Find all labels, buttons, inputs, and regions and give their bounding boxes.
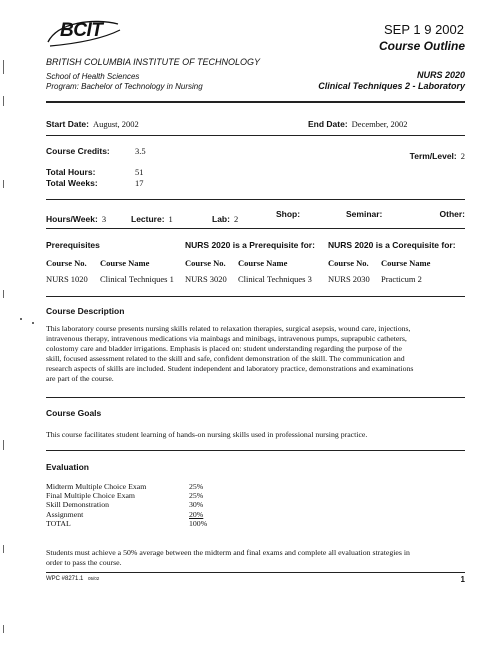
- description-heading: Course Description: [46, 306, 125, 316]
- evaluation-item-pct: 20%: [189, 509, 204, 519]
- evaluation-heading: Evaluation: [46, 462, 89, 472]
- footer-doc-info: [46, 576, 99, 582]
- evaluation-item-name: TOTAL: [46, 518, 71, 528]
- description-line: research aspects of skills are included. Student independent and laboratory practice, demonstrations and examinations: [46, 364, 414, 373]
- lab-label: Lab:: [212, 214, 230, 224]
- coreq-course-name: Practicum 2: [381, 274, 422, 284]
- col-course-name: Course Name: [238, 258, 288, 268]
- term-level: [410, 146, 465, 164]
- evaluation-names: [46, 482, 146, 528]
- goals-heading: Course Goals: [46, 408, 102, 418]
- logo: [44, 16, 126, 48]
- total-weeks-label: Total Weeks:: [46, 178, 98, 188]
- prereq-course-name: Clinical Techniques 1: [100, 274, 174, 284]
- course-title: Clinical Techniques 2 - Laboratory: [318, 81, 465, 91]
- divider: [46, 199, 465, 200]
- corequisite-for-heading: NURS 2020 is a Corequisite for:: [328, 240, 456, 250]
- description-line: colostomy care and bladder irrigations. Emphasis is placed on: student understanding regarding the purpose of the: [46, 344, 402, 353]
- course-credits-label: Course Credits:: [46, 146, 110, 156]
- end-date-value: December, 2002: [351, 119, 408, 129]
- end-date: [308, 114, 408, 132]
- lecture-label: Lecture:: [131, 214, 165, 224]
- footer-doc-date: 05/02: [88, 576, 100, 581]
- evaluation-item-name: Midterm Multiple Choice Exam: [46, 482, 147, 491]
- shop-label: Shop:: [276, 209, 301, 219]
- prerequisite-for-heading: NURS 2020 is a Prerequisite for:: [185, 240, 315, 250]
- coreq-course-no: NURS 2030: [328, 274, 370, 284]
- total-hours-label: Total Hours:: [46, 167, 96, 177]
- divider: [46, 101, 465, 103]
- evaluation-item-pct: 100%: [189, 518, 208, 528]
- end-date-label: End Date:: [308, 119, 348, 129]
- evaluation-item-name: Assignment: [46, 509, 84, 519]
- evaluation-note-line: Students must achieve a 50% average between the midterm and final exams and complete all evaluation strategies in: [46, 548, 410, 557]
- start-date: [46, 114, 139, 132]
- description-line: This laboratory course presents nursing skills related to relaxation therapies, surgical asepsis, wound care, injections,: [46, 324, 411, 333]
- goals-text: This course facilitates student learning of hands-on nursing skills used in professional nursing practice.: [46, 430, 368, 439]
- term-level-label: Term/Level:: [409, 151, 457, 161]
- date-stamp: SEP 1 9 2002: [384, 22, 464, 37]
- prereq-for-course-no: NURS 3020: [185, 274, 227, 284]
- course-credits-value: 3.5: [135, 146, 146, 156]
- page-number: 1: [460, 575, 465, 584]
- doc-type: Course Outline: [378, 39, 465, 53]
- col-course-name: Course Name: [381, 258, 431, 268]
- school-name: School of Health Sciences: [46, 72, 140, 81]
- evaluation-note: [46, 548, 410, 568]
- divider: [46, 135, 465, 136]
- seminar-label: Seminar:: [346, 209, 383, 219]
- other-label: Other:: [439, 209, 465, 219]
- evaluation-item-name: Skill Demonstration: [46, 500, 110, 510]
- hours-week-value: 3: [101, 214, 107, 224]
- lecture-value: 1: [168, 214, 173, 224]
- term-level-value: 2: [460, 151, 465, 161]
- description-text: [46, 324, 413, 384]
- hours-per-week: [46, 209, 106, 227]
- start-date-value: August, 2002: [92, 119, 139, 129]
- footer-doc-id: WPC #8271.1: [46, 576, 84, 582]
- description-line: are part of the course.: [46, 374, 114, 383]
- evaluation-percents: [189, 482, 207, 528]
- col-course-no: Course No.: [185, 258, 226, 268]
- col-course-no: Course No.: [328, 258, 369, 268]
- total-weeks-value: 17: [135, 178, 144, 188]
- divider: [46, 397, 465, 398]
- logo-text: BCIT: [60, 20, 103, 41]
- divider: [46, 450, 465, 451]
- program-name: Program: Bachelor of Technology in Nursing: [46, 82, 203, 91]
- lab-value: 2: [233, 214, 239, 224]
- hours-week-label: Hours/Week:: [46, 214, 98, 224]
- evaluation-item-pct: 25%: [189, 491, 204, 501]
- prerequisites-heading: Prerequisites: [46, 240, 100, 250]
- footer-divider: [46, 572, 465, 573]
- prereq-course-no: NURS 1020: [46, 274, 88, 284]
- evaluation-item-pct: 30%: [189, 500, 204, 510]
- col-course-name: Course Name: [100, 258, 150, 268]
- evaluation-note-line: order to pass the course.: [46, 558, 122, 567]
- course-code: NURS 2020: [416, 70, 465, 80]
- evaluation-item-pct: 25%: [189, 482, 204, 491]
- total-hours-value: 51: [135, 167, 144, 177]
- divider: [46, 228, 465, 229]
- institute-name: BRITISH COLUMBIA INSTITUTE OF TECHNOLOGY: [46, 57, 261, 67]
- description-line: skill, focused assessment related to the skill and safe, confident demonstration of the skill. The communication and: [46, 354, 405, 363]
- lecture-hours: [131, 209, 173, 227]
- divider: [46, 296, 465, 297]
- description-line: intravenous therapy, intravenous medications via mainbags and minibags, intravenous pumps, suprapubic catheters,: [46, 334, 407, 343]
- col-course-no: Course No.: [46, 258, 87, 268]
- evaluation-item-name: Final Multiple Choice Exam: [46, 491, 136, 501]
- prereq-for-course-name: Clinical Techniques 3: [238, 274, 312, 284]
- lab-hours: [212, 209, 238, 227]
- start-date-label: Start Date:: [46, 119, 89, 129]
